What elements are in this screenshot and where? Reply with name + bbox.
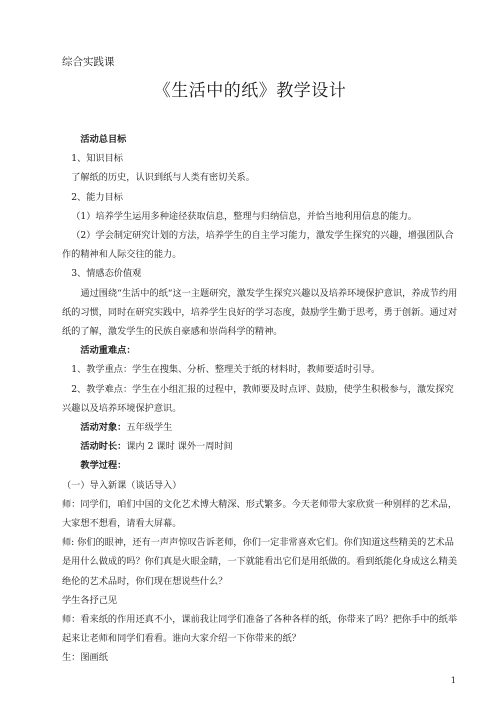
- student-answer: 生：图画纸: [62, 652, 108, 664]
- page-number: 1: [450, 676, 456, 685]
- ability-goal-item-2: （2）学会制定研究计划的方法，培养学生的自主学习能力，激发学生探究的兴趣，增强团队合作的精神和人际交往的能力。: [62, 230, 454, 261]
- activity-target-value: 五年级学生: [126, 422, 173, 434]
- activity-target-row: [62, 418, 458, 437]
- student-reply: 学生各抒己见: [62, 594, 118, 606]
- goal-heading: 活动总目标: [80, 134, 127, 145]
- emotion-goal-heading: 3、情感态价值观: [71, 268, 142, 280]
- section-1-heading: （一）导入新课（谈话导入）: [62, 479, 182, 491]
- course-type-label: 综合实践课: [62, 56, 115, 68]
- teaching-key-point: 1、教学重点：学生在搜集、分析、整理关于纸的材料时，教师要适时引导。: [71, 364, 381, 376]
- emotion-goal-text: 通过围绕“生活中的纸“这一主题研究，激发学生探究兴趣以及培养环境保护意识，养成节约用纸的习惯，同时在研究实践中，培养学生良好的学习态度，鼓励学生勤于思考，勇于创新。通过对纸的了解，激发学生的民族自豪感和崇尚科学的精神。: [62, 287, 458, 338]
- activity-target-label: 活动对象：: [80, 422, 127, 434]
- ability-goal-item-1: （1）培养学生运用多种途径获取信息，整理与归纳信息，并恰当地利用信息的能力。: [71, 210, 417, 222]
- ability-goal-heading: 2、能力目标: [71, 191, 123, 203]
- teaching-difficulty: 2、教学难点：学生在小组汇报的过程中，教师要及时点评、鼓励，使学生积极参与，激发探究兴趣以及培养环境保护意识。: [62, 383, 454, 414]
- knowledge-goal-heading: 1、知识目标: [71, 153, 123, 165]
- process-heading: 教学过程：: [80, 460, 127, 472]
- activity-duration-row: [62, 437, 458, 456]
- document-body: [62, 130, 458, 668]
- teacher-line-2: 师: 你们的眼神，还有一声声惊叹告诉老师，你们一定非常喜欢它们。你们知道这些精美的艺术品是用什么做成的吗？你们真是火眼金睛，一下就能看出它们是用纸做的。看到纸能化身成这么精美绝伦的艺术品时，你们现在想说些什么？: [62, 537, 458, 587]
- key-difficulty-heading: 活动重难点：: [80, 345, 136, 357]
- activity-duration-label: 活动时长：: [80, 441, 127, 453]
- teacher-line-1: 师：同学们，咱们中国的文化艺术博大精深、形式繁多。今天老师带大家欣赏一种别样的艺术品，大家想不想看，请看大屏幕。: [62, 498, 458, 530]
- knowledge-goal-text: 了解纸的历史，认识到纸与人类有密切关系。: [71, 172, 255, 184]
- document-title: 《生活中的纸》教学设计: [153, 81, 347, 101]
- activity-duration-value: 课内 2 课时 课外一周时间: [126, 441, 233, 453]
- teacher-line-3: 师：看来纸的作用还真不小，课前我让同学们准备了各种各样的纸，你带来了吗？把你手中的纸举起来让老师和同学们看看。谁向大家介绍一下你带来的纸？: [62, 614, 458, 645]
